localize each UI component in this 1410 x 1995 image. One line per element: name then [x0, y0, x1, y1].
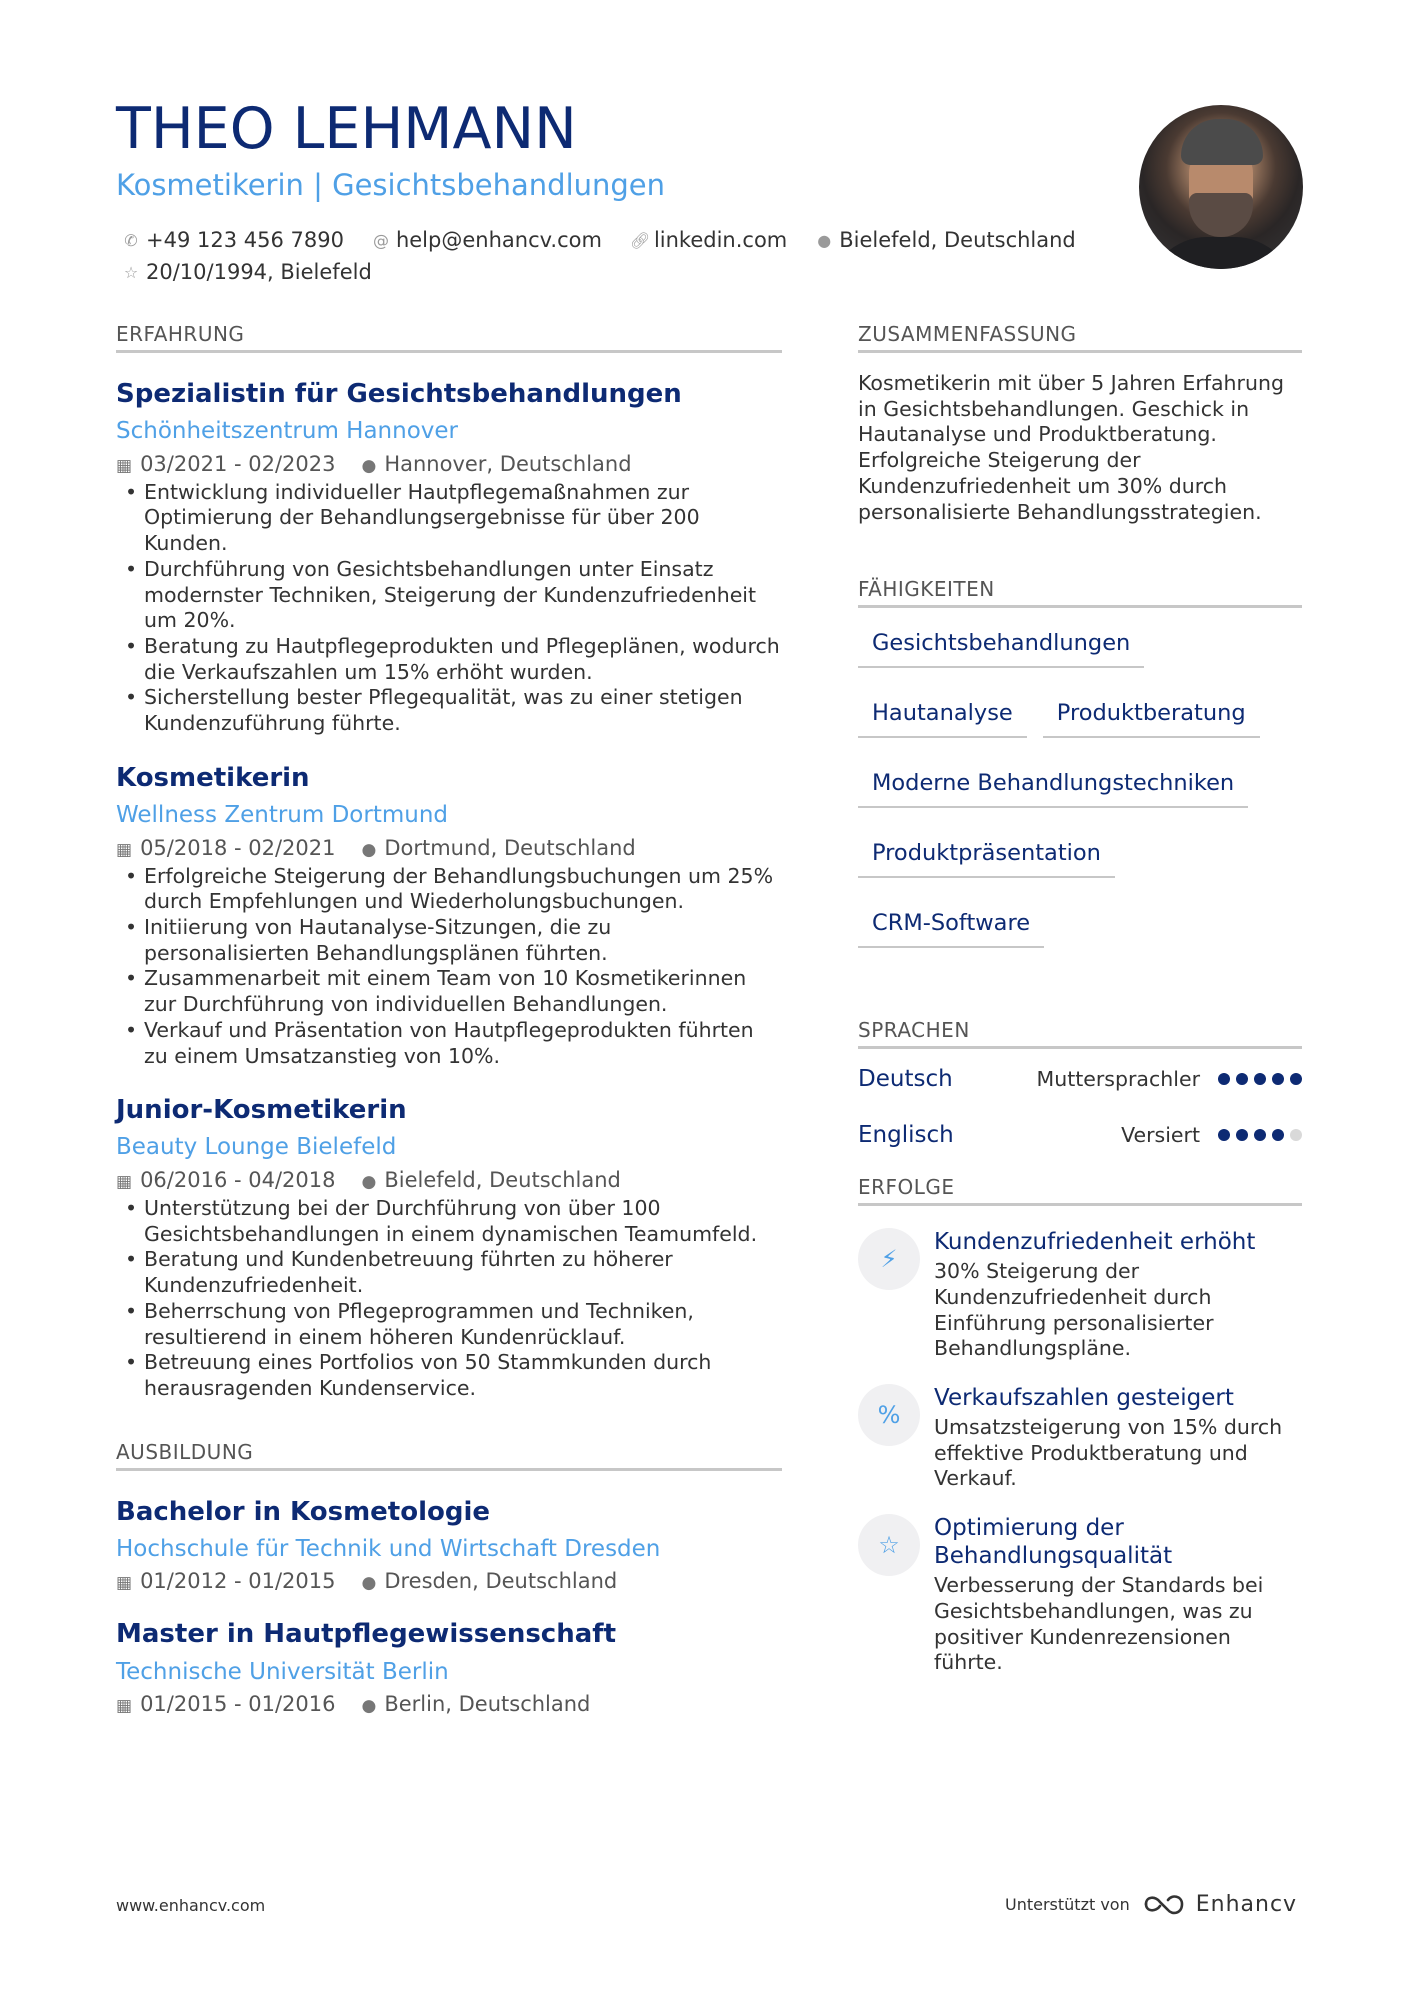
bullet-item: • Unterstützung bei der Durchführung von über 100 Gesichtsbehandlungen in einem dynamischen Teamumfeld.: [116, 1196, 782, 1247]
job-location-text: Dortmund, Deutschland: [384, 835, 636, 860]
link-icon: 🔗︎: [629, 230, 651, 250]
job-dates-text: 03/2021 - 02/2023: [140, 451, 336, 476]
enhancv-logo-icon: [1142, 1890, 1188, 1918]
company-name: Schönheitszentrum Hannover: [116, 418, 458, 445]
achievement-body: [934, 1228, 1302, 1362]
right-column: [858, 322, 1302, 1676]
location-pin-icon: ●: [361, 1696, 377, 1717]
achievement-desc: Umsatzsteigerung von 15% durch effektive Produktberatung und Verkauf.: [934, 1415, 1283, 1491]
phone-icon: ✆: [124, 230, 138, 250]
summary-section-title: ZUSAMMENFASSUNG: [858, 322, 1302, 353]
education-dates-text: 01/2015 - 01/2016: [140, 1692, 336, 1717]
location-pin-icon: ●: [361, 1573, 377, 1594]
bullet-item: • Initiierung von Hautanalyse-Sitzungen, die zu personalisierten Behandlungsplänen führten.: [116, 915, 782, 966]
education-section-title: AUSBILDUNG: [116, 1440, 782, 1471]
bullet-item: • Sicherstellung bester Pflegequalität, was zu einer stetigen Kundenzuführung führte.: [116, 685, 782, 736]
job-location-text: Bielefeld, Deutschland: [384, 1168, 621, 1192]
achievement-body: [934, 1514, 1302, 1676]
brand-logo: [1142, 1890, 1297, 1918]
bullet-item: • Beherrschung von Pflegeprogrammen und Techniken, resultierend in einem höheren Kundenrücklauf.: [116, 1299, 782, 1350]
candidate-role: Kosmetikerin | Gesichtsbehandlungen: [116, 168, 666, 202]
education-location: [361, 1569, 617, 1593]
bullet-item: • Beratung und Kundenbetreuung führten zu höherer Kundenzufriedenheit.: [116, 1247, 782, 1298]
education-list: [116, 1497, 782, 1717]
degree-title: Master in Hautpflegewissenschaft: [116, 1619, 617, 1650]
language-name: Deutsch: [858, 1066, 953, 1093]
job-entry: [116, 1095, 782, 1401]
profile-photo: [1139, 105, 1303, 269]
skill-tag: CRM-Software: [858, 906, 1044, 948]
skills-section-title: FÄHIGKEITEN: [858, 577, 1302, 608]
job-bullets: [116, 864, 782, 1070]
skills-list: [858, 626, 1302, 948]
location-pin-icon: ●: [817, 230, 832, 250]
rating-dot: [1218, 1073, 1230, 1085]
experience-section-title: ERFAHRUNG: [116, 322, 782, 353]
education-location-text: Dresden, Deutschland: [384, 1569, 618, 1594]
lightning-icon: ⚡︎: [858, 1228, 920, 1290]
achievement-item: [858, 1384, 1302, 1492]
at-icon: @: [372, 230, 389, 250]
job-dates-text: 05/2018 - 02/2021: [140, 835, 336, 860]
rating-dot: [1290, 1073, 1302, 1085]
rating-dot: [1254, 1129, 1266, 1141]
job-location: [361, 452, 631, 476]
language-row: [858, 1051, 1302, 1107]
calendar-icon: ▦: [116, 1696, 133, 1717]
achievement-title: Optimierung der Behandlungsqualität: [934, 1515, 1173, 1570]
job-dates: [116, 1168, 335, 1192]
education-dates-text: 01/2012 - 01/2015: [140, 1569, 336, 1594]
bullet-item: • Entwicklung individueller Hautpflegemaßnahmen zur Optimierung der Behandlungsergebnisse für über 200 Kunden.: [116, 480, 782, 557]
achievement-item: [858, 1228, 1302, 1362]
language-row: [858, 1107, 1302, 1163]
achievement-body: [934, 1384, 1302, 1492]
achievement-item: [858, 1514, 1302, 1676]
education-dates: [116, 1569, 335, 1593]
calendar-icon: ▦: [116, 839, 133, 860]
job-meta: [116, 452, 782, 476]
language-rating: [1218, 1073, 1302, 1085]
education-dates: [116, 1692, 335, 1716]
percent-icon: %: [858, 1384, 920, 1446]
job-dates-text: 06/2016 - 04/2018: [140, 1168, 336, 1192]
skill-tag: Produktberatung: [1043, 696, 1260, 738]
language-level: Muttersprachler: [1036, 1067, 1200, 1092]
job-bullets: [116, 1196, 782, 1402]
language-rating: [1218, 1129, 1302, 1141]
skill-tag: Gesichtsbehandlungen: [858, 626, 1144, 668]
contact-phone: [122, 228, 344, 252]
bullet-item: • Beratung zu Hautpflegeprodukten und Pflegeplänen, wodurch die Verkaufszahlen um 15% erhöht wurden.: [116, 634, 782, 685]
language-name: Englisch: [858, 1122, 954, 1149]
calendar-icon: ▦: [116, 455, 133, 476]
school-name: Hochschule für Technik und Wirtschaft Dresden: [116, 1535, 661, 1562]
rating-dot: [1290, 1129, 1302, 1141]
job-title: Spezialistin für Gesichtsbehandlungen: [116, 379, 682, 409]
contact-email[interactable]: [372, 228, 602, 252]
job-entry: [116, 379, 782, 737]
location-text: Bielefeld, Deutschland: [839, 228, 1076, 252]
education-location-text: Berlin, Deutschland: [384, 1692, 591, 1717]
languages-list: [858, 1051, 1302, 1163]
phone-text: +49 123 456 7890: [146, 228, 344, 252]
footer-branding: [1005, 1890, 1297, 1918]
achievements-section-title: ERFOLGE: [858, 1175, 1302, 1206]
summary-text: Kosmetikerin mit über 5 Jahren Erfahrung in Gesichtsbehandlungen. Geschick in Hautanalyse und Produktberatung. Erfolgreiche Steigerung der Kundenzufriedenheit um 30% durch personalisierte Behandlungsstrategien.: [858, 371, 1284, 524]
achievement-title: Kundenzufriedenheit erhöht: [934, 1229, 1256, 1256]
skill-tag: Hautanalyse: [858, 696, 1027, 738]
skill-tag: Moderne Behandlungstechniken: [858, 766, 1248, 808]
education-meta: [116, 1692, 782, 1716]
job-bullets: [116, 480, 782, 737]
left-column: [116, 322, 782, 1716]
email-text: help@enhancv.com: [395, 228, 602, 252]
bullet-item: • Erfolgreiche Steigerung der Behandlungsbuchungen um 25% durch Empfehlungen und Wiederholungsbuchungen.: [116, 864, 782, 915]
rating-dot: [1254, 1073, 1266, 1085]
location-pin-icon: ●: [361, 1172, 377, 1192]
star-icon: ☆: [123, 262, 139, 282]
education-meta: [116, 1569, 782, 1593]
contact-linkedin[interactable]: [630, 228, 787, 252]
education-location: [361, 1692, 590, 1716]
contact-birth: [122, 260, 372, 284]
rating-dot: [1272, 1073, 1284, 1085]
bullet-item: • Verkauf und Präsentation von Hautpflegeprodukten führten zu einem Umsatzanstieg von 10%.: [116, 1018, 782, 1069]
bullet-item: • Zusammenarbeit mit einem Team von 10 Kosmetikerinnen zur Durchführung von individuellen Behandlungen.: [116, 966, 782, 1017]
languages-section-title: SPRACHEN: [858, 1018, 1302, 1049]
location-pin-icon: ●: [361, 455, 377, 476]
calendar-icon: ▦: [116, 1573, 133, 1594]
achievements-list: [858, 1228, 1302, 1676]
footer-website[interactable]: www.enhancv.com: [116, 1896, 266, 1915]
job-dates: [116, 836, 335, 860]
job-location: [361, 1168, 620, 1192]
rating-dot: [1218, 1129, 1230, 1141]
location-pin-icon: ●: [361, 839, 377, 860]
bullet-item: • Betreuung eines Portfolios von 50 Stammkunden durch herausragenden Kundenservice.: [116, 1350, 782, 1401]
job-meta: [116, 1168, 782, 1192]
job-dates: [116, 452, 335, 476]
skill-tag: Produktpräsentation: [858, 836, 1115, 878]
achievement-desc: 30% Steigerung der Kundenzufriedenheit durch Einführung personalisierter Behandlungspläne.: [934, 1259, 1214, 1361]
job-entry: [116, 763, 782, 1069]
candidate-name: THEO LEHMANN: [116, 96, 577, 162]
achievement-title: Verkaufszahlen gesteigert: [934, 1385, 1234, 1412]
rating-dot: [1272, 1129, 1284, 1141]
brand-name: Enhancv: [1195, 1891, 1298, 1917]
language-level: Versiert: [1121, 1123, 1200, 1148]
rating-dot: [1236, 1073, 1248, 1085]
education-entry: [116, 1619, 782, 1716]
rating-dot: [1236, 1129, 1248, 1141]
achievement-desc: Verbesserung der Standards bei Gesichtsbehandlungen, was zu positiver Kundenrezensionen führte.: [934, 1573, 1264, 1675]
job-location-text: Hannover, Deutschland: [384, 451, 632, 476]
job-meta: [116, 836, 782, 860]
company-name: Wellness Zentrum Dortmund: [116, 802, 448, 828]
calendar-icon: ▦: [116, 1172, 133, 1192]
job-location: [361, 836, 635, 860]
contact-info: [122, 224, 1102, 288]
school-name: Technische Universität Berlin: [116, 1658, 449, 1685]
job-title: Kosmetikerin: [116, 762, 310, 793]
education-entry: [116, 1497, 782, 1594]
bullet-item: • Durchführung von Gesichtsbehandlungen unter Einsatz modernster Techniken, Steigerung der Kundenzufriedenheit um 20%.: [116, 557, 782, 634]
powered-by-text: Unterstützt von: [1005, 1894, 1130, 1914]
experience-list: [116, 379, 782, 1402]
star-icon: ☆: [858, 1514, 920, 1576]
degree-title: Bachelor in Kosmetologie: [116, 1496, 491, 1527]
birth-text: 20/10/1994, Bielefeld: [146, 260, 372, 284]
company-name: Beauty Lounge Bielefeld: [116, 1134, 397, 1161]
job-title: Junior-Kosmetikerin: [116, 1095, 407, 1126]
contact-location: [815, 228, 1076, 252]
linkedin-text: linkedin.com: [653, 228, 788, 252]
